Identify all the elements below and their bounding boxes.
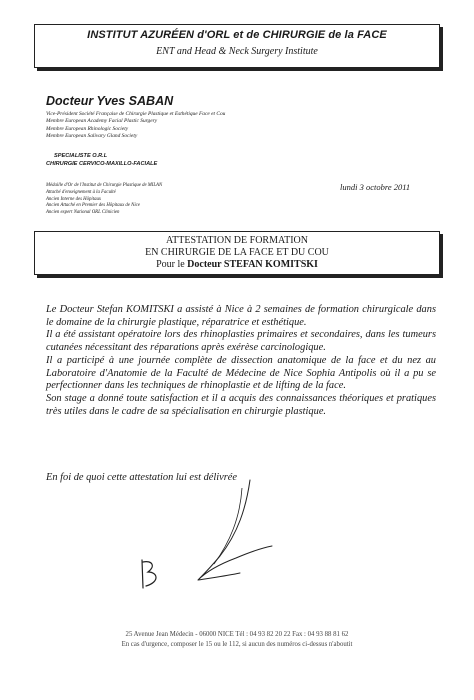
institute-name: INSTITUT AZURÉEN d'ORL et de CHIRURGIE de la FACE <box>87 29 387 41</box>
attestation-title: ATTESTATION DE FORMATION <box>166 235 308 246</box>
doctor-name: Docteur Yves SABAN <box>46 94 174 108</box>
recipient-name: Docteur STEFAN KOMITSKI <box>187 259 318 271</box>
body-paragraph: Il a été assistant opératoire lors des rhinoplasties primaires et secondaires, dans les tumeurs cutanées nécessitant des réparations après exérèse carcinologique. <box>46 329 436 354</box>
doctor-specialty <box>46 153 157 168</box>
attestation-body <box>46 304 436 418</box>
document-date: lundi 3 octobre 2011 <box>340 182 411 192</box>
body-paragraph: Le Docteur Stefan KOMITSKI a assisté à Nice à 2 semaines de formation chirurgicale dans le domaine de la chirurgie plastique, réparatrice et esthétique. <box>46 304 436 328</box>
title-line: Ancien Attaché en Premier des Hôpitaux de Nice <box>46 203 140 209</box>
title-line: Médaille d'Or de l'Institut de Chirurgie Plastique de MILAN <box>46 183 163 188</box>
affiliation-line: Membre European Salivary Gland Society <box>46 133 138 140</box>
institute-header <box>34 24 440 68</box>
page-footer <box>0 630 474 649</box>
title-line: Ancien Interne des Hôpitaux <box>46 196 102 202</box>
affiliation-line: Vice-Président Société Française de Chirurgie Plastique et Esthétique Face et Cou <box>46 111 226 117</box>
doctor-titles <box>46 183 246 217</box>
attestation-recipient <box>35 259 439 271</box>
affiliation-line: Membre European Rhinologic Society <box>46 125 129 132</box>
title-line: Ancien expert National ORL Clinicien <box>46 210 120 216</box>
specialty-line: SPECIALISTE O.R.L <box>54 153 108 159</box>
body-paragraph: Son stage a donné toute satisfaction et il a acquis des connaissances théoriques et pratiques très utiles dans le cadre de sa spécialisation en chirurgie plastique. <box>46 392 436 417</box>
handwritten-initial <box>138 556 168 592</box>
title-line: Attaché d'enseignement à la Faculté <box>46 189 116 195</box>
footer-emergency-note: En cas d'urgence, composer le 15 ou le 112, si aucun des numéros ci-dessus n'aboutit <box>121 640 353 648</box>
footer-address: 25 Avenue Jean Médecin - 06000 NICE Tél : 04 93 82 20 22 Fax : 04 93 88 81 62 <box>125 631 349 638</box>
attestation-subtitle: EN CHIRURGIE DE LA FACE ET DU COU <box>145 247 329 259</box>
doctor-affiliations <box>46 111 326 141</box>
closing-statement: En foi de quoi cette attestation lui est délivrée <box>46 472 238 483</box>
body-paragraph: Il a participé à une journée complète de dissection anatomique de la face et du nez au Laboratoire d'Anatomie de la Faculté de Médecine de Nice Sophia Antipolis où il a pu se perfectionner dans les techniques de rhinoplastie et de lifting de la face. <box>46 354 436 392</box>
affiliation-line: Membre European Academy Facial Plastic Surgery <box>46 118 158 125</box>
institute-name-english: ENT and Head & Neck Surgery Institute <box>156 46 318 57</box>
handwritten-signature <box>180 478 300 598</box>
specialty-line: CHIRURGIE CERVICO-MAXILLO-FACIALE <box>46 160 158 167</box>
recipient-prefix: Pour le <box>156 259 188 271</box>
attestation-title-box <box>34 231 440 275</box>
